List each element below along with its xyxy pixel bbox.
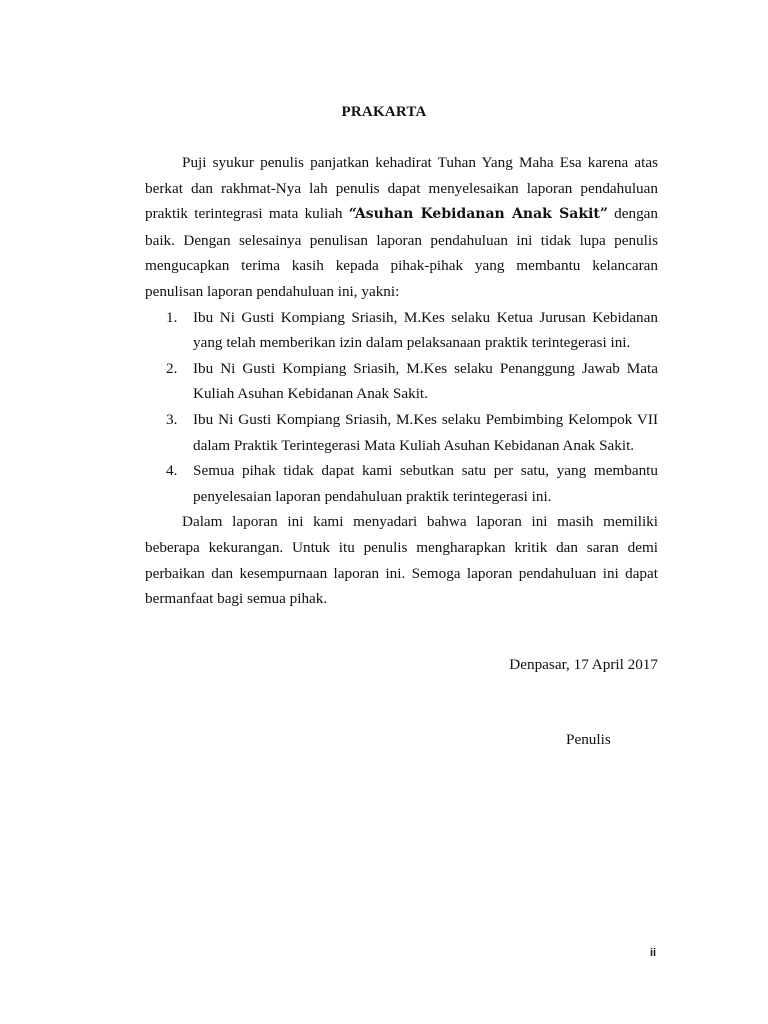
intro-text-part1: Puji syukur penulis panjatkan kehadirat Tuhan Yang Maha Esa karena atas berkat dan rakhmat-Nya lah penulis dapat menyelesaikan laporan pendahuluan praktik terintegrasi mata kuliah: [145, 154, 658, 223]
place-date: Denpasar, 17 April 2017: [509, 656, 658, 673]
list-item: [145, 407, 658, 458]
course-title: “Asuhan Kebidanan Anak Sakit”: [348, 206, 608, 223]
list-item-number: 3.: [166, 410, 178, 428]
list-item: [145, 356, 658, 407]
list-item: [145, 458, 658, 509]
list-item-number: 2.: [166, 359, 178, 377]
signature-label: Penulis: [566, 731, 611, 748]
list-item-number: 4.: [166, 462, 178, 480]
closing-paragraph: Dalam laporan ini kami menyadari bahwa laporan ini masih memiliki beberapa kekurangan. Untuk itu penulis mengharapkan kritik dan saran demi perbaikan dan kesempurnaan laporan ini. Semoga laporan pendahuluan ini dapat bermanfaat bagi semua pihak.: [145, 513, 658, 608]
list-item-text: Ibu Ni Gusti Kompiang Sriasih, M.Kes selaku Ketua Jurusan Kebidanan yang telah memberikan izin dalam pelaksanaan praktik terintegerasi ini.: [193, 308, 658, 352]
thanks-list: [145, 305, 658, 510]
list-item-text: Ibu Ni Gusti Kompiang Sriasih, M.Kes selaku Penanggung Jawab Mata Kuliah Asuhan Kebidanan Anak Sakit.: [193, 359, 658, 403]
list-item: [145, 305, 658, 356]
list-item-text: Ibu Ni Gusti Kompiang Sriasih, M.Kes selaku Pembimbing Kelompok VII dalam Praktik Terintegerasi Mata Kuliah Asuhan Kebidanan Anak Sakit.: [193, 410, 658, 454]
intro-paragraph: [145, 150, 658, 305]
document-body: [145, 150, 658, 612]
page-number: ii: [650, 947, 657, 959]
list-item-text: Semua pihak tidak dapat kami sebutkan satu per satu, yang membantu penyelesaian laporan pendahuluan praktik terintegerasi ini.: [193, 462, 658, 505]
page-title: PRAKARTA: [341, 104, 427, 120]
list-item-number: 1.: [166, 308, 178, 326]
intro-text-part2: dengan baik. Dengan selesainya penulisan laporan pendahuluan ini tidak lupa penulis mengucapkan terima kasih kepada pihak-pihak yang membantu kelancaran penulisan laporan pendahuluan ini, yakni:: [145, 205, 659, 300]
